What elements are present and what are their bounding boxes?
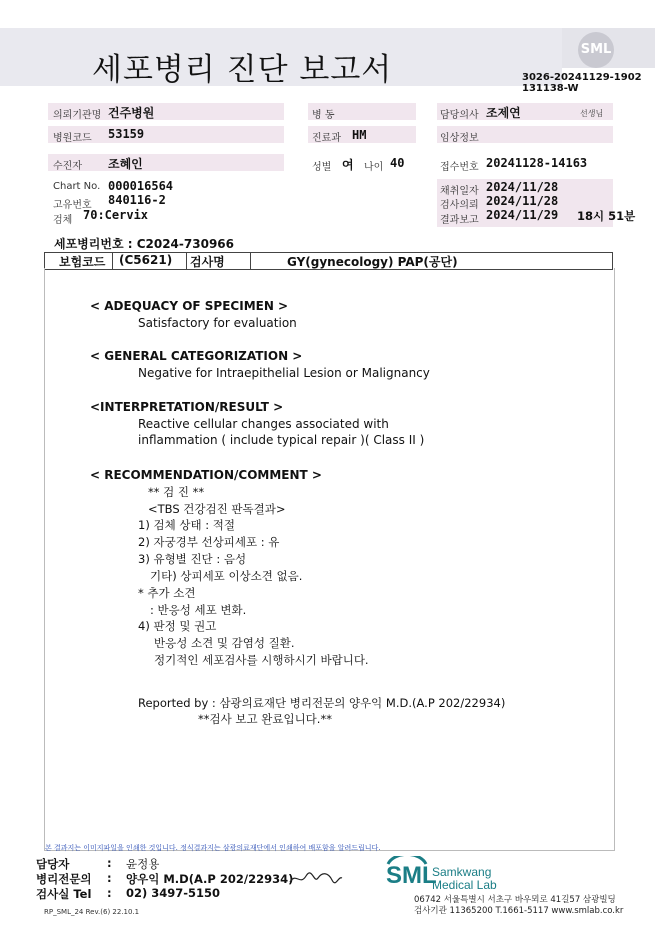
manager-label: 담당자 xyxy=(36,857,70,871)
specimen-label: 검체 xyxy=(53,215,73,226)
sex-value: 여 xyxy=(342,158,354,172)
image-print-notice: 본 결과지는 이미지파일을 인쇄한 것입니다. 정식결과지는 삼광의료재단에서 인쇄하여 배포함을 알려드립니다. xyxy=(45,844,381,852)
chart-value: 000016564 xyxy=(108,179,174,193)
comment-line-3: 1) 검체 상태 : 적절 xyxy=(138,518,235,532)
report-code-line2: 131138-W xyxy=(522,83,579,94)
patient-field xyxy=(48,154,284,171)
manager-colon: : xyxy=(107,856,112,870)
age-value: 40 xyxy=(390,156,405,170)
report-code-line1: 3026-20241129-1902 xyxy=(522,72,642,83)
company-name xyxy=(432,866,497,892)
receipt-value: 20241128-14163 xyxy=(486,156,588,170)
test-name-label: 검사명 xyxy=(190,255,225,269)
dept-value: HM xyxy=(352,128,367,142)
company-logo-text: SML xyxy=(386,862,437,889)
reported-by: Reported by : 삼광의료재단 병리전문의 양우익 M.D.(A.P 202/22934) xyxy=(138,696,506,710)
section-interpretation-title: <INTERPRETATION/RESULT > xyxy=(90,400,284,414)
comment-line-2: <TBS 건강검진 판독결과> xyxy=(148,502,286,516)
comment-line-1: ** 검 진 ** xyxy=(148,485,205,499)
company-name-line1: Samkwang xyxy=(432,865,492,879)
collected-value: 2024/11/28 xyxy=(486,180,559,194)
doctor-suffix: 선생님 xyxy=(580,109,604,118)
company-address xyxy=(414,895,623,917)
company-name-line2: Medical Lab xyxy=(432,878,497,892)
report-code xyxy=(522,72,642,94)
specimen-value: 70:Cervix xyxy=(83,208,149,222)
revision-code: RP_SML_24 Rev.(6) 22.10.1 xyxy=(44,908,140,916)
page-title: 세포병리 진단 보고서 xyxy=(92,52,393,88)
comment-line-8: : 반응성 세포 변화. xyxy=(150,603,247,617)
patient-label: 수진자 xyxy=(53,161,82,172)
pathologist-label: 병리전문의 xyxy=(36,872,92,886)
code-divider-1 xyxy=(112,253,113,269)
institution-value: 건주병원 xyxy=(108,106,155,120)
section-interpretation-text2: inflammation ( include typical repair )( Class II ) xyxy=(138,433,425,447)
doctor-label: 담당의사 xyxy=(440,110,479,121)
requested-label: 검사의뢰 xyxy=(440,200,479,211)
section-interpretation-text1: Reactive cellular changes associated with xyxy=(138,417,389,431)
pathology-number: 세포병리번호 : C2024-730966 xyxy=(54,237,234,251)
company-address-line1: 06742 서울특별시 서초구 바우뫼로 41길57 삼광빌딩 xyxy=(414,895,616,905)
section-recommendation-title: < RECOMMENDATION/COMMENT > xyxy=(90,468,322,482)
reported-value: 2024/11/29 xyxy=(486,208,559,222)
insurance-code-label: 보험코드 xyxy=(59,255,106,269)
chart-label: Chart No. xyxy=(53,181,101,192)
unique-value: 840116-2 xyxy=(108,193,166,207)
hospcode-value: 53159 xyxy=(108,127,145,141)
signature-icon xyxy=(288,868,344,888)
patient-value: 조혜인 xyxy=(108,157,143,171)
age-label: 나이 xyxy=(364,162,384,173)
doctor-value: 조제연 xyxy=(486,106,521,120)
sml-logo-icon: SML xyxy=(578,32,614,68)
test-name-value: GY(gynecology) PAP(공단) xyxy=(287,255,458,269)
report-complete: **검사 보고 완료입니다.** xyxy=(198,712,332,726)
unique-label: 고유번호 xyxy=(53,200,92,211)
dept-label: 진료과 xyxy=(312,133,341,144)
company-address-line2: 검사기관 11365200 T.1661-5117 www.smlab.co.kr xyxy=(414,906,624,916)
comment-line-4: 2) 자궁경부 선상피세포 : 유 xyxy=(138,535,280,549)
tel-label: 검사실 Tel xyxy=(36,887,92,901)
receipt-label: 접수번호 xyxy=(440,162,479,173)
insurance-code-value: (C5621) xyxy=(119,253,173,267)
comment-line-10: 반응성 소견 및 감염성 질환. xyxy=(154,636,295,650)
hospcode-label: 병원코드 xyxy=(53,133,92,144)
comment-line-6: 기타) 상피세포 이상소견 없음. xyxy=(150,569,303,583)
clinical-label: 임상정보 xyxy=(440,133,479,144)
comment-line-9: 4) 판정 및 권고 xyxy=(138,619,217,633)
sex-label: 성별 xyxy=(312,162,332,173)
institution-label: 의뢰기관명 xyxy=(53,110,102,121)
code-divider-2 xyxy=(186,253,187,269)
manager-value: 윤정용 xyxy=(126,857,160,871)
comment-line-7: * 추가 소견 xyxy=(138,586,196,600)
tel-value: 02) 3497-5150 xyxy=(126,886,221,900)
comment-line-11: 정기적인 세포검사를 시행하시기 바랍니다. xyxy=(154,653,369,667)
section-adequacy-title: < ADEQUACY OF SPECIMEN > xyxy=(90,299,289,313)
section-categorization-text: Negative for Intraepithelial Lesion or Malignancy xyxy=(138,366,430,380)
collected-label: 채취일자 xyxy=(440,186,479,197)
section-adequacy-text: Satisfactory for evaluation xyxy=(138,316,297,330)
comment-line-5: 3) 유형별 진단 : 음성 xyxy=(138,552,247,566)
reported-time: 18시 51분 xyxy=(577,209,636,223)
pathologist-value: 양우익 M.D(A.P 202/22934) xyxy=(126,872,294,886)
requested-value: 2024/11/28 xyxy=(486,194,559,208)
ward-label: 병 동 xyxy=(312,110,335,121)
reported-label: 결과보고 xyxy=(440,215,479,226)
section-categorization-title: < GENERAL CATEGORIZATION > xyxy=(90,349,303,363)
pathologist-colon: : xyxy=(107,871,112,885)
tel-colon: : xyxy=(107,886,112,900)
code-divider-3 xyxy=(250,253,251,269)
